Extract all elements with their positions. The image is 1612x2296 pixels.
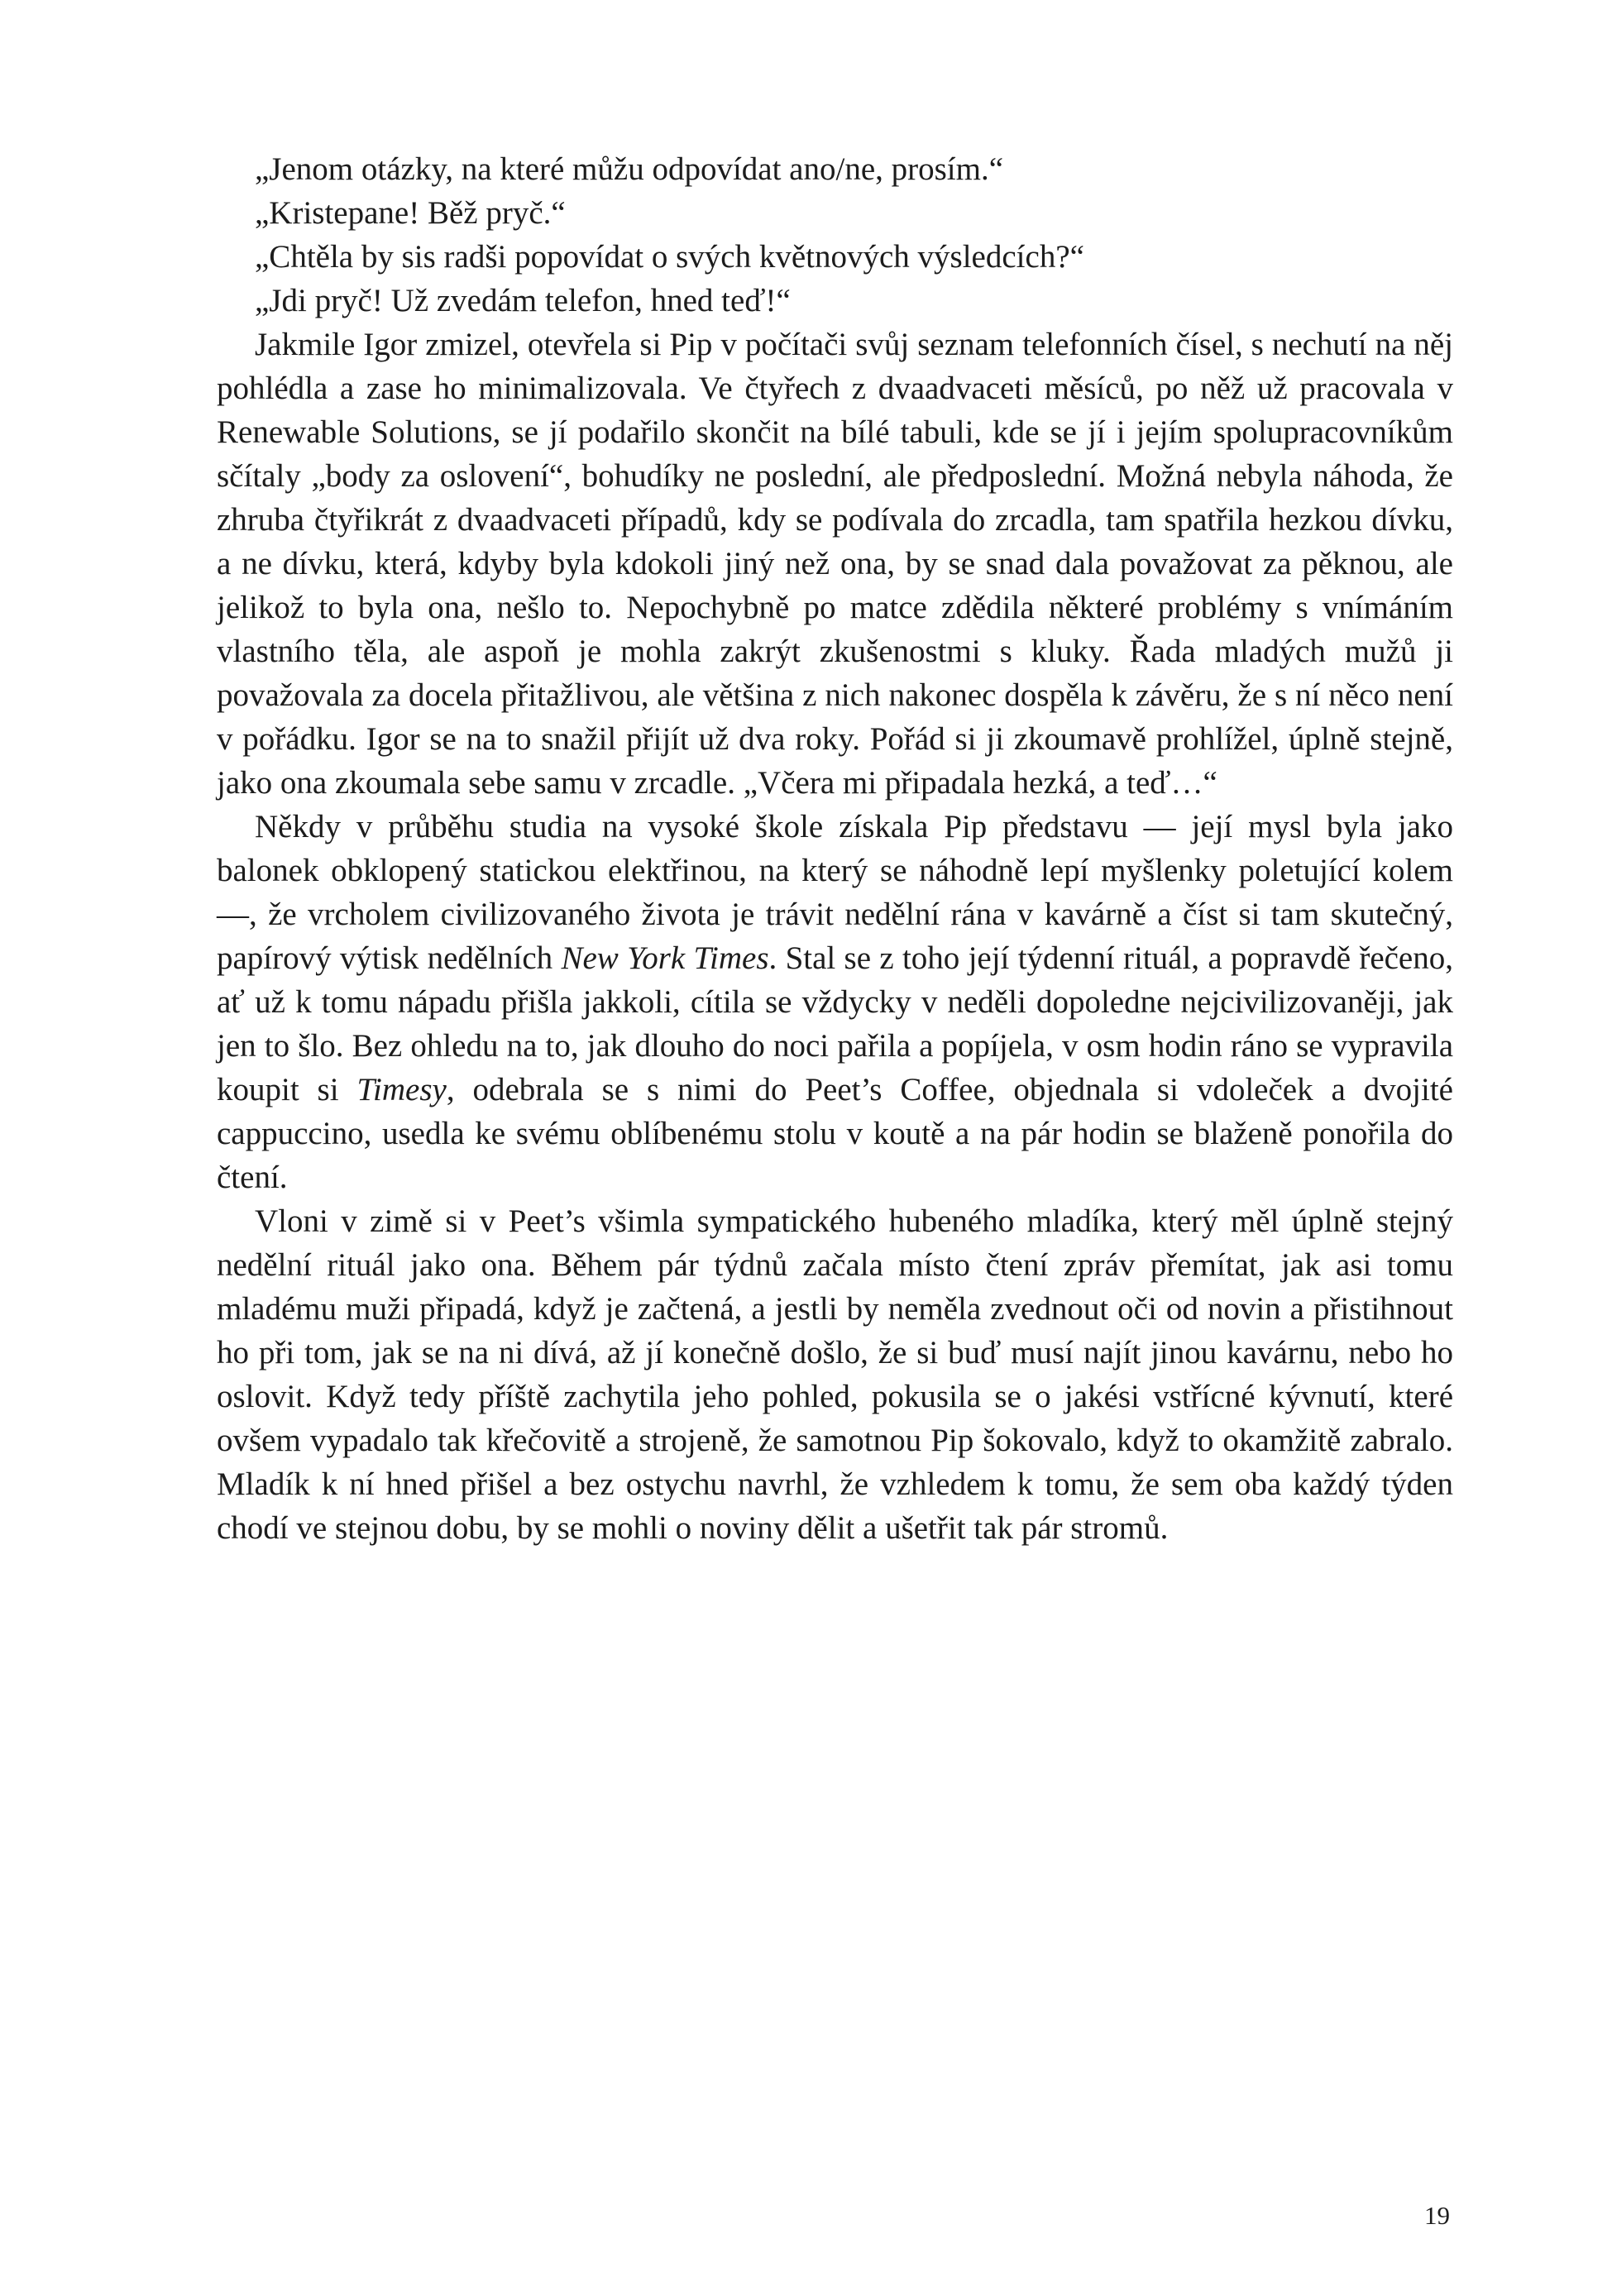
text-run: „Chtěla by sis radši popovídat o svých květnových výsledcích?“ <box>255 239 1084 275</box>
text-block <box>217 147 1453 1550</box>
italic-text-run: Timesy <box>356 1072 447 1107</box>
dialogue-line-3 <box>217 235 1453 279</box>
dialogue-line-2 <box>217 191 1453 235</box>
text-run: „Jdi pryč! Už zvedám telefon, hned teď!“ <box>255 283 791 318</box>
text-run: Někdy v průběhu studia na vysoké škole získala Pip představu — její mysl byla jako balonek obklopený statickou elektřinou, na který se náhodně lepí myšlenky poletující kolem —, že vrcholem civilizovaného života je trávit nedělní rána v kavárně a číst si tam skutečný, papírový výtisk nedělních <box>217 809 1453 976</box>
text-run: „Jenom otázky, na které můžu odpovídat ano/ne, prosím.“ <box>255 151 1004 187</box>
paragraph-3 <box>217 1199 1453 1550</box>
text-run: . Stal se z toho její týdenní rituál, a popravdě řečeno, ať už k tomu nápadu přišla jakkoli, cítila se vždycky v neděli dopoledne nejcivilizovaněji, jak jen to šlo. Bez ohledu na to, jak dlouho do noci pařila a popíjela, v osm hodin ráno se vypravila koupit si <box>217 940 1453 1107</box>
paragraph-1 <box>217 323 1453 805</box>
text-run: , odebrala se s nimi do Peet’s Coffee, objednala si vdoleček a dvojité cappuccino, usedla ke svému oblíbenému stolu v koutě a na pár hodin se blaženě ponořila do čtení. <box>217 1072 1453 1195</box>
page-number: 19 <box>1424 2201 1450 2230</box>
dialogue-line-4 <box>217 279 1453 323</box>
text-run: Vloni v zimě si v Peet’s všimla sympatického hubeného mladíka, který měl úplně stejný nedělní rituál jako ona. Během pár týdnů začala místo čtení zpráv přemítat, jak asi tomu mladému muži připadá, když je začtená, a jestli by neměla zvednout oči od novin a přistihnout ho při tom, jak se na ni dívá, až jí konečně došlo, že si buď musí najít jinou kavárnu, nebo ho oslovit. Když tedy příště zachytila jeho pohled, pokusila se o jakési vstřícné kývnutí, které ovšem vypadalo tak křečovitě a strojeně, že samotnou Pip šokovalo, když to okamžitě zabralo. Mladík k ní hned přišel a bez ostychu navrhl, že vzhledem k tomu, že sem oba každý týden chodí ve stejnou dobu, by se mohli o noviny dělit a ušetřit tak pár stromů. <box>217 1203 1453 1546</box>
dialogue-line-1 <box>217 147 1453 191</box>
paragraph-2 <box>217 805 1453 1199</box>
text-run: „Kristepane! Běž pryč.“ <box>255 195 566 231</box>
text-run: Jakmile Igor zmizel, otevřela si Pip v počítači svůj seznam telefonních čísel, s nechutí na něj pohlédla a zase ho minimalizovala. Ve čtyřech z dvaadvaceti měsíců, po něž už pracovala v Renewable Solutions, se jí podařilo skončit na bílé tabuli, kde se jí i jejím spolupracovníkům sčítaly „body za oslovení“, bohudíky ne poslední, ale předposlední. Možná nebyla náhoda, že zhruba čtyřikrát z dvaadvaceti případů, kdy se podívala do zrcadla, tam spatřila hezkou dívku, a ne dívku, která, kdyby byla kdokoli jiný než ona, by se snad dala považovat za pěknou, ale jelikož to byla ona, nešlo to. Nepochybně po matce zdědila některé problémy s vnímáním vlastního těla, ale aspoň je mohla zakrýt zkušenostmi s kluky. Řada mladých mužů ji považovala za docela přitažlivou, ale většina z nich nakonec dospěla k závěru, že s ní něco není v pořádku. Igor se na to snažil přijít už dva roky. Pořád si ji zkoumavě prohlížel, úplně stejně, jako ona zkoumala sebe samu v zrcadle. „Včera mi připadala hezká, a teď…“ <box>217 327 1453 801</box>
italic-text-run: New York Times <box>561 940 769 976</box>
